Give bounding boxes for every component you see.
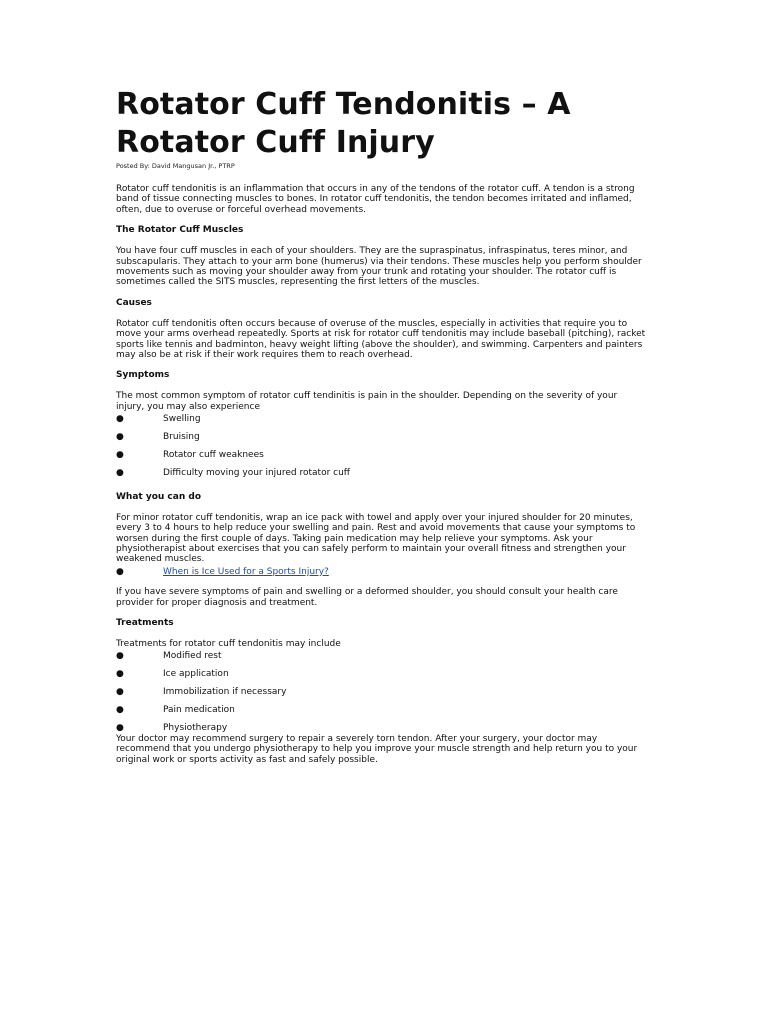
symptoms-heading: Symptoms — [116, 370, 170, 381]
causes-heading: Causes — [116, 297, 152, 308]
symptoms-paragraph: The most common symptom of rotator cuff tendinitis is pain in the shoulder. Depending on the severity of your injury, you may also experience — [116, 391, 618, 412]
list-item: ● Bruising — [116, 432, 200, 443]
title-line-1: Rotator Cuff Tendonitis – A — [116, 87, 571, 122]
bullet-icon: ● — [116, 651, 124, 662]
what-you-can-do-paragraph: For minor rotator cuff tendonitis, wrap an ice pack with towel and apply over your injured shoulder for 20 minutes, every 3 to 4 hours to help reduce your swelling and pain. Rest and avoid movements that cause your symptoms to worsen during the first couple of days. Taking pain medication may help relieve your symptoms. Ask your physiotherapist about exercises that you can safely perform to maintain your overall fitness and strengthen your weakened muscles. — [116, 512, 636, 565]
related-links-list — [116, 567, 648, 577]
list-item — [116, 567, 648, 577]
ice-injury-link[interactable]: When is Ice Used for a Sports Injury? — [163, 566, 329, 577]
byline: Posted By: David Mangusan Jr., PTRP — [116, 162, 235, 170]
bullet-icon: ● — [116, 687, 124, 698]
bullet-icon: ● — [116, 566, 124, 577]
bullet-icon: ● — [116, 432, 124, 443]
what-you-can-do-heading: What you can do — [116, 491, 202, 502]
list-item: ● Immobilization if necessary — [116, 687, 287, 698]
intro-paragraph: Rotator cuff tendonitis is an inflammation that occurs in any of the tendons of the rotator cuff. A tendon is a strong band of tissue connecting muscles to bones. In rotator cuff tendonitis, the tendon becomes irritated and inflamed, often, due to overuse or forceful overhead movements. — [116, 184, 635, 215]
page-title — [116, 86, 648, 162]
consult-paragraph: If you have severe symptoms of pain and swelling or a deformed shoulder, you should consult your health care provider for proper diagnosis and treatment. — [116, 587, 618, 608]
list-item: ● Ice application — [116, 669, 229, 680]
muscles-paragraph: You have four cuff muscles in each of your shoulders. They are the supraspinatus, infraspinatus, teres minor, and subscapularis. They attach to your arm bone (humerus) via their tendons. These muscles help you perform shoulder movements such as moving your shoulder away from your trunk and rotating your shoulder. The rotator cuff is sometimes called the SITS muscles, representing the first letters of the muscles. — [116, 246, 642, 288]
closing-paragraph: Your doctor may recommend surgery to repair a severely torn tendon. After your surgery, your doctor may recommend that you undergo physiotherapy to help you improve your muscle strength and help return you to your original work or sports activity as fast and safely possible. — [116, 733, 638, 765]
article — [116, 86, 648, 775]
list-item: ● Pain medication — [116, 705, 235, 716]
bullet-icon: ● — [116, 450, 124, 461]
muscles-heading: The Rotator Cuff Muscles — [116, 225, 244, 236]
treatments-list — [116, 651, 648, 733]
treatments-paragraph: Treatments for rotator cuff tendonitis may include — [116, 638, 341, 649]
bullet-icon: ● — [116, 669, 124, 680]
list-item: ● Modified rest — [116, 651, 222, 662]
symptoms-list — [116, 414, 648, 478]
list-item: ● Rotator cuff weaknees — [116, 450, 264, 461]
bullet-icon: ● — [116, 705, 124, 716]
bullet-icon: ● — [116, 468, 124, 479]
treatments-heading: Treatments — [116, 617, 174, 628]
list-item: ● Physiotherapy — [116, 723, 228, 734]
title-line-2: Rotator Cuff Injury — [116, 125, 435, 160]
causes-paragraph: Rotator cuff tendonitis often occurs because of overuse of the muscles, especially in activities that require you to move your arms overhead repeatedly. Sports at risk for rotator cuff tendonitis may include baseball (pitching), racket sports like tennis and badminton, heavy weight lifting (above the shoulder), and swimming. Carpenters and painters may also be at risk if their work requires them to reach overhead. — [116, 318, 646, 361]
list-item: ● Difficulty moving your injured rotator cuff — [116, 468, 351, 479]
bullet-icon: ● — [116, 414, 124, 425]
bullet-icon: ● — [116, 723, 124, 734]
list-item: ● Swelling — [116, 414, 201, 425]
